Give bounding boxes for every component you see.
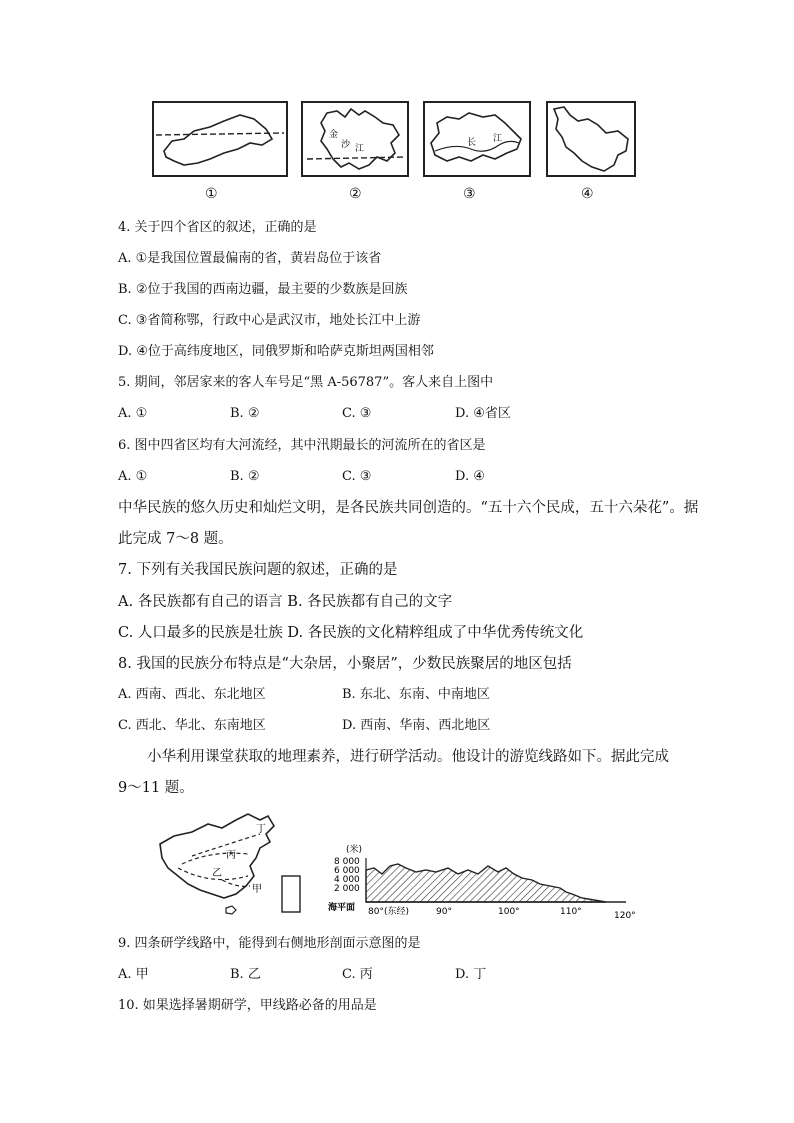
question-9-option-c: C. 丙 — [342, 967, 373, 982]
question-5-option-b: B. ② — [230, 406, 260, 421]
question-4-option-d: D. ④位于高纬度地区，同俄罗斯和哈萨克斯坦两国相邻 — [118, 344, 434, 359]
province-map-2 — [301, 101, 409, 177]
question-8-stem: 8. 我国的民族分布特点是“大杂居，小聚居”，少数民族聚居的地区包括 — [118, 656, 572, 672]
longitude-tick-90: 90° — [436, 907, 452, 917]
province-map-3-outline — [425, 103, 529, 175]
question-4-option-b: B. ②位于我国的西南边疆，最主要的少数族是回族 — [118, 282, 408, 297]
profile-unit: (米) — [346, 845, 363, 855]
elevation-tick-8000: 8 000 — [334, 857, 360, 867]
intro-7-8-line-2: 此完成 7～8 题。 — [118, 531, 233, 547]
map3-label-jiang: 江 — [493, 134, 503, 144]
sea-level-label: 海平面 — [328, 903, 356, 913]
map-label-4: ④ — [581, 186, 594, 202]
question-6-stem: 6. 图中四省区均有大河流经，其中汛期最长的河流所在的省区是 — [118, 438, 486, 453]
map2-label-jin: 金 — [329, 130, 339, 140]
question-6-option-b: B. ② — [230, 469, 260, 484]
map-label-1: ① — [205, 186, 218, 202]
route-label-ding: 丁 — [256, 824, 266, 835]
longitude-tick-80: 80°(东经) — [368, 907, 409, 917]
hainan-island — [226, 906, 236, 914]
route-label-bing: 丙 — [226, 850, 236, 861]
question-5-option-a: A. ① — [118, 406, 148, 421]
question-9-option-d: D. 丁 — [455, 967, 487, 982]
elevation-tick-6000: 6 000 — [334, 866, 360, 876]
map3-label-chang: 长 — [467, 138, 477, 148]
question-5-option-d: D. ④省区 — [455, 406, 511, 421]
question-6-option-a: A. ① — [118, 469, 148, 484]
question-9-option-a: A. 甲 — [118, 967, 149, 982]
question-8-option-c: C. 西北、华北、东南地区 — [118, 718, 266, 733]
question-4-option-c: C. ③省简称鄂，行政中心是武汉市，地处长江中上游 — [118, 313, 421, 328]
map2-label-jiang: 江 — [355, 144, 365, 154]
province-map-1-outline — [154, 103, 286, 175]
province-map-1 — [152, 101, 288, 177]
question-8-option-b: B. 东北、东南、中南地区 — [342, 687, 490, 702]
map-label-3: ③ — [463, 186, 476, 202]
question-5-stem: 5. 期间，邻居家来的客人车号足“黑 A-56787”。客人来自上图中 — [118, 375, 494, 390]
question-10-stem: 10. 如果选择暑期研学，甲线路必备的用品是 — [118, 998, 377, 1013]
route-map-figure — [152, 810, 312, 920]
longitude-tick-110: 110° — [560, 907, 582, 917]
question-8-option-d: D. 西南、华南、西北地区 — [342, 718, 491, 733]
question-5-option-c: C. ③ — [342, 406, 372, 421]
intro-9-11-line-1: 小华利用课堂获取的地理素养，进行研学活动。他设计的游览线路如下。据此完成 — [147, 749, 669, 765]
question-7-stem: 7. 下列有关我国民族问题的叙述，正确的是 — [118, 562, 398, 578]
route-label-yi: 乙 — [212, 868, 222, 879]
elevation-tick-2000: 2 000 — [334, 884, 360, 894]
province-map-2-outline — [303, 103, 407, 175]
intro-9-11-line-2: 9～11 题。 — [118, 780, 194, 796]
route-label-jia: 甲 — [252, 884, 262, 895]
province-map-4 — [546, 101, 636, 177]
question-8-option-a: A. 西南、西北、东北地区 — [118, 687, 266, 702]
route-bing — [182, 853, 248, 864]
intro-7-8-line-1: 中华民族的悠久历史和灿烂文明，是各民族共同创造的。“五十六个民成，五十六朵花”。据 — [118, 500, 699, 516]
terrain-profile — [366, 864, 606, 902]
question-7-options-row-1: A. 各民族都有自己的语言 B. 各民族都有自己的文字 — [118, 594, 453, 610]
question-7-options-row-2: C. 人口最多的民族是壮族 D. 各民族的文化精粹组成了中华优秀传统文化 — [118, 625, 584, 641]
map2-label-sha: 沙 — [341, 140, 351, 150]
longitude-tick-100: 100° — [498, 907, 520, 917]
terrain-profile-figure — [326, 840, 638, 922]
province-map-3 — [423, 101, 531, 177]
south-china-sea-inset — [282, 876, 300, 912]
question-4-option-a: A. ①是我国位置最偏南的省，黄岩岛位于该省 — [118, 251, 382, 266]
longitude-tick-120: 120° — [614, 911, 636, 921]
elevation-tick-4000: 4 000 — [334, 875, 360, 885]
question-9-stem: 9. 四条研学线路中，能得到右侧地形剖面示意图的是 — [118, 936, 421, 951]
question-6-option-c: C. ③ — [342, 469, 372, 484]
province-map-4-outline — [548, 103, 634, 175]
question-4-stem: 4. 关于四个省区的叙述，正确的是 — [118, 220, 317, 235]
question-9-option-b: B. 乙 — [230, 967, 261, 982]
question-6-option-d: D. ④ — [455, 469, 485, 484]
map-label-2: ② — [349, 186, 362, 202]
